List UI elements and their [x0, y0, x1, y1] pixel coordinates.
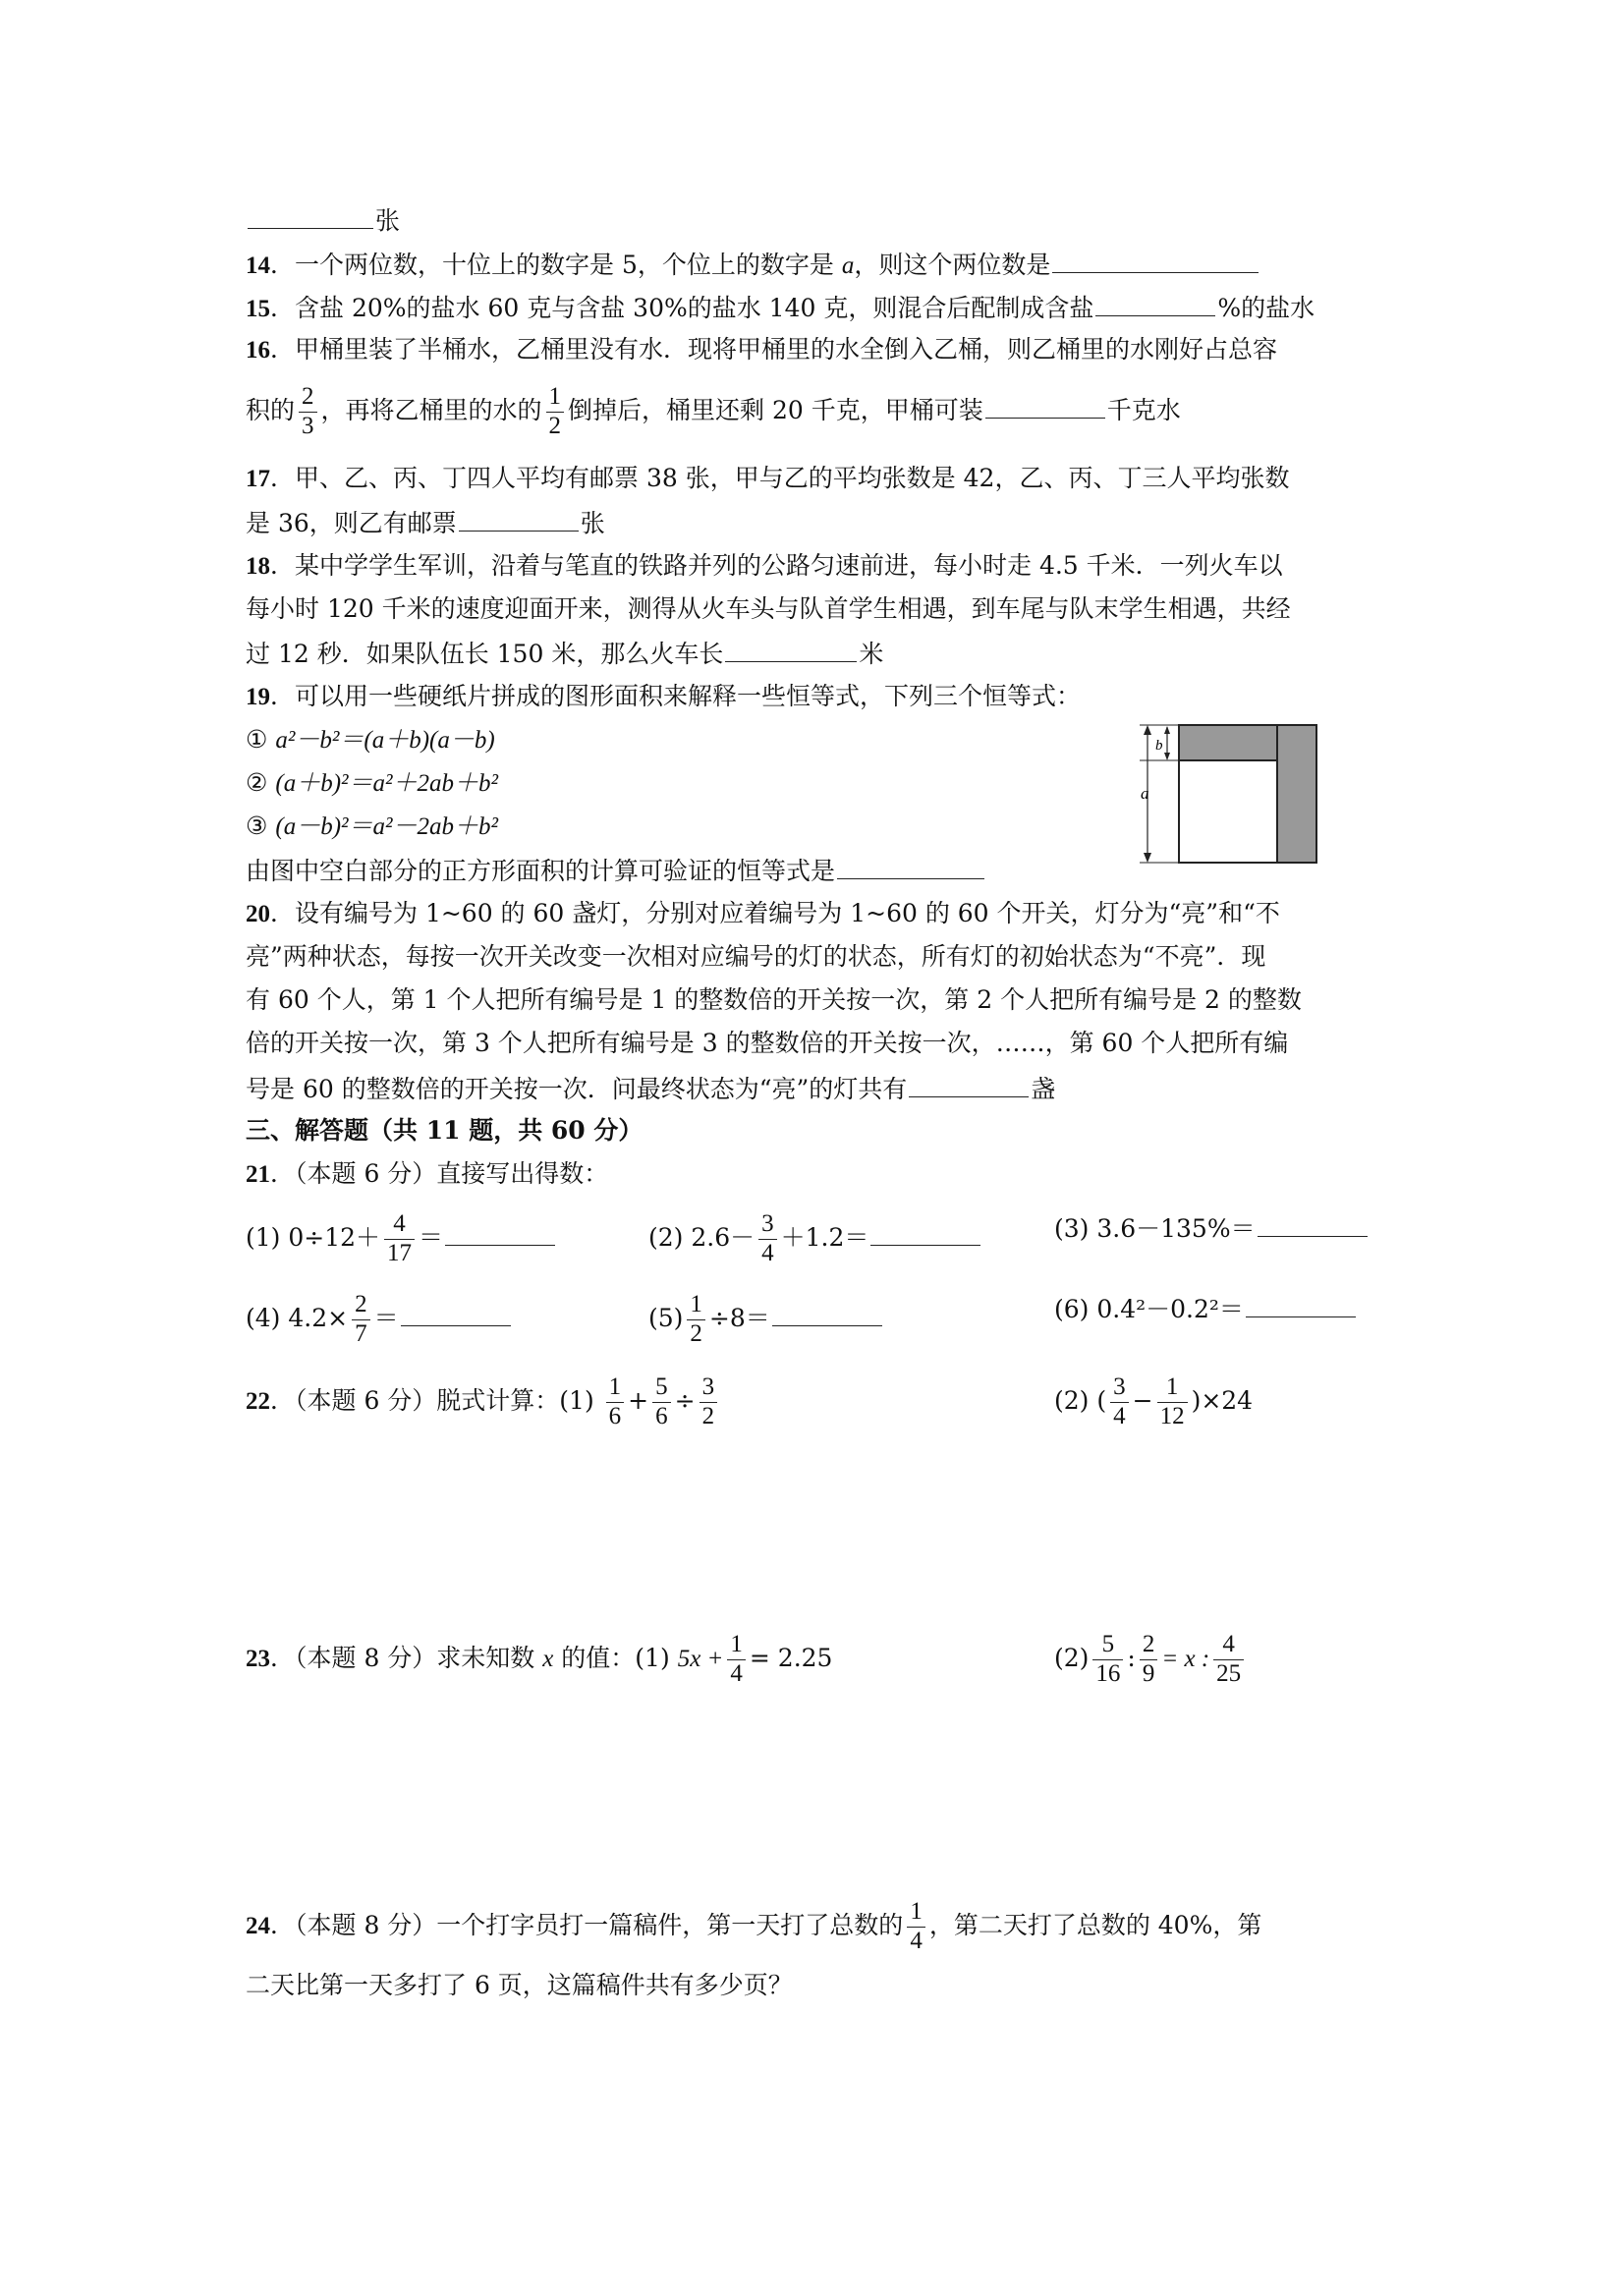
answer-blank[interactable] [772, 1300, 882, 1326]
fraction: $\frac{1}{6}$ [606, 1373, 625, 1431]
question-24: 24．（本题 8 分）一个打字员打一篇稿件，第一天打了总数的 $\frac{1}{4}$ ，第二天打了总数的 40%，第 [246, 1898, 1262, 1954]
question-17: 17．甲、乙、丙、丁四人平均有邮票 38 张，甲与乙的平均张数是 42，乙、丙、丁三人平均张数 [246, 464, 1290, 492]
answer-blank[interactable] [909, 1071, 1029, 1097]
question-16-line2: 积的 $\frac{2}{3}$ ，再将乙桶里的水的 $\frac{1}{2}$ 倒掉后，桶里还剩 20 千克，甲桶可装 千克水 [246, 383, 1181, 439]
answer-blank[interactable] [1095, 290, 1215, 316]
answer-blank[interactable] [985, 392, 1105, 419]
fraction: $\frac{3}{2}$ [700, 1373, 718, 1431]
fraction: $\frac{3}{4}$ [1110, 1373, 1129, 1431]
question-19: 19．可以用一些硬纸片拼成的图形面积来解释一些恒等式，下列三个恒等式： [246, 682, 1082, 710]
question-number: 23 [246, 1645, 270, 1672]
answer-blank[interactable] [401, 1300, 511, 1326]
question-number: 16 [246, 337, 270, 364]
shaded-strip-right [1277, 725, 1316, 863]
answer-blank[interactable] [870, 1219, 980, 1246]
answer-blank[interactable] [1246, 1291, 1356, 1317]
q21-part4: (4) 4.2× $\frac{2}{7}$ ＝ [246, 1291, 513, 1349]
fraction: $\frac{4}{25}$ [1213, 1631, 1244, 1689]
fraction: $\frac{5}{16}$ [1092, 1631, 1123, 1689]
answer-blank[interactable] [445, 1219, 555, 1246]
question-number: 17 [246, 466, 270, 492]
answer-blank[interactable] [248, 202, 373, 229]
question-20-line3: 有 60 个人，第 1 个人把所有编号是 1 的整数倍的开关按一次，第 2 个人把所有编号是 2 的整数 [246, 985, 1302, 1014]
fraction: $\frac{2}{9}$ [1140, 1631, 1158, 1689]
question-14: 14．一个两位数，十位上的数字是 5，个位上的数字是 a，则这个两位数是 [246, 247, 1260, 283]
question-number: 19 [246, 684, 270, 710]
answer-blank[interactable] [725, 636, 857, 662]
q21-part5: (5) $\frac{1}{2}$ ÷8＝ [648, 1291, 884, 1349]
fraction: $\frac{4}{17}$ [384, 1210, 415, 1268]
label-a: a [1141, 784, 1149, 803]
question-20-line2: 亮”两种状态，每按一次开关改变一次相对应编号的灯的状态，所有灯的初始状态为“不亮”．现 [246, 942, 1266, 971]
question-number: 20 [246, 901, 270, 927]
question-19-conclusion: 由图中空白部分的正方形面积的计算可验证的恒等式是 [246, 853, 986, 888]
answer-blank[interactable] [459, 505, 579, 532]
question-18-line2: 每小时 120 千米的速度迎面开来，测得从火车头与队首学生相遇，到车尾与队末学生相遇，共经 [246, 594, 1291, 623]
question-15: 15．含盐 20%的盐水 60 克与含盐 30%的盐水 140 克，则混合后配制成含盐 %的盐水 [246, 290, 1315, 326]
question-18-line3: 过 12 秒．如果队伍长 150 米，那么火车长 米 [246, 636, 883, 671]
question-23: 23．（本题 8 分）求未知数 x 的值：(1) 5x + $\frac{1}{4}$ = 2.25 [246, 1631, 833, 1687]
fraction: $\frac{2}{7}$ [352, 1291, 370, 1349]
question-number: 22 [246, 1387, 270, 1415]
question-number: 18 [246, 553, 270, 580]
question-22: 22．（本题 6 分）脱式计算：(1) $\frac{1}{6}$ + $\frac{5}{6}$ ÷ $\frac{3}{2}$ [246, 1373, 721, 1431]
q21-part1: (1) 0÷12＋ $\frac{4}{17}$ ＝ [246, 1210, 557, 1268]
question-23-part2: (2) $\frac{5}{16}$ : $\frac{2}{9}$ = x : $\frac{4}{25}$ [1054, 1631, 1248, 1689]
question-20-line4: 倍的开关按一次，第 3 个人把所有编号是 3 的整数倍的开关按一次，……，第 60 个人把所有编 [246, 1029, 1289, 1057]
fraction: $\frac{1}{2}$ [687, 1291, 705, 1349]
identity-3: ③ (a－b)²＝a²－2ab＋b² [246, 812, 499, 840]
fraction: $\frac{5}{6}$ [652, 1373, 671, 1431]
answer-blank[interactable] [837, 853, 984, 879]
fraction: $\frac{1}{4}$ [907, 1898, 925, 1956]
identity-2: ② (a＋b)²＝a²＋2ab＋b² [246, 768, 499, 797]
square-diagram [1140, 717, 1326, 868]
question-number: 24 [246, 1912, 270, 1939]
question-21: 21．（本题 6 分）直接写出得数： [246, 1159, 609, 1188]
fraction: $\frac{1}{4}$ [727, 1631, 746, 1689]
fraction: $\frac{1}{12}$ [1157, 1373, 1188, 1431]
question-number: 21 [246, 1161, 270, 1188]
question-17-line2: 是 36，则乙有邮票 张 [246, 505, 605, 540]
fraction: $\frac{3}{4}$ [758, 1210, 777, 1268]
answer-blank[interactable] [1052, 247, 1259, 273]
identity-1: ① a²－b²＝(a＋b)(a－b) [246, 725, 495, 754]
label-b: b [1155, 738, 1163, 754]
section-heading: 三、解答题（共 11 题，共 60 分） [246, 1116, 644, 1145]
question-18: 18．某中学学生军训，沿着与笔直的铁路并列的公路匀速前进，每小时走 4.5 千米．一列火车以 [246, 551, 1283, 580]
fraction: $\frac{2}{3}$ [299, 383, 317, 441]
q21-part2: (2) 2.6－ $\frac{3}{4}$ ＋1.2＝ [648, 1210, 982, 1268]
question-number: 14 [246, 252, 270, 279]
question-16: 16．甲桶里装了半桶水，乙桶里没有水．现将甲桶里的水全倒入乙桶，则乙桶里的水刚好占总容 [246, 335, 1278, 364]
q21-part6: (6) 0.4²－0.2²＝ [1054, 1291, 1358, 1326]
answer-blank[interactable] [1258, 1210, 1368, 1237]
question-20: 20．设有编号为 1~60 的 60 盏灯，分别对应着编号为 1~60 的 60 个开关，灯分为“亮”和“不 [246, 899, 1280, 927]
question-number: 15 [246, 296, 270, 322]
question-22-part2: (2) ( $\frac{3}{4}$ − $\frac{1}{12}$ )×24 [1054, 1373, 1254, 1429]
question-20-line5: 号是 60 的整数倍的开关按一次．问最终状态为“亮”的灯共有 盏 [246, 1071, 1055, 1106]
q21-part3: (3) 3.6－135%＝ [1054, 1210, 1370, 1246]
q13-tail: 张 [246, 202, 400, 238]
question-24-line2: 二天比第一天多打了 6 页，这篇稿件共有多少页？ [246, 1971, 793, 1999]
fraction: $\frac{1}{2}$ [546, 383, 565, 441]
